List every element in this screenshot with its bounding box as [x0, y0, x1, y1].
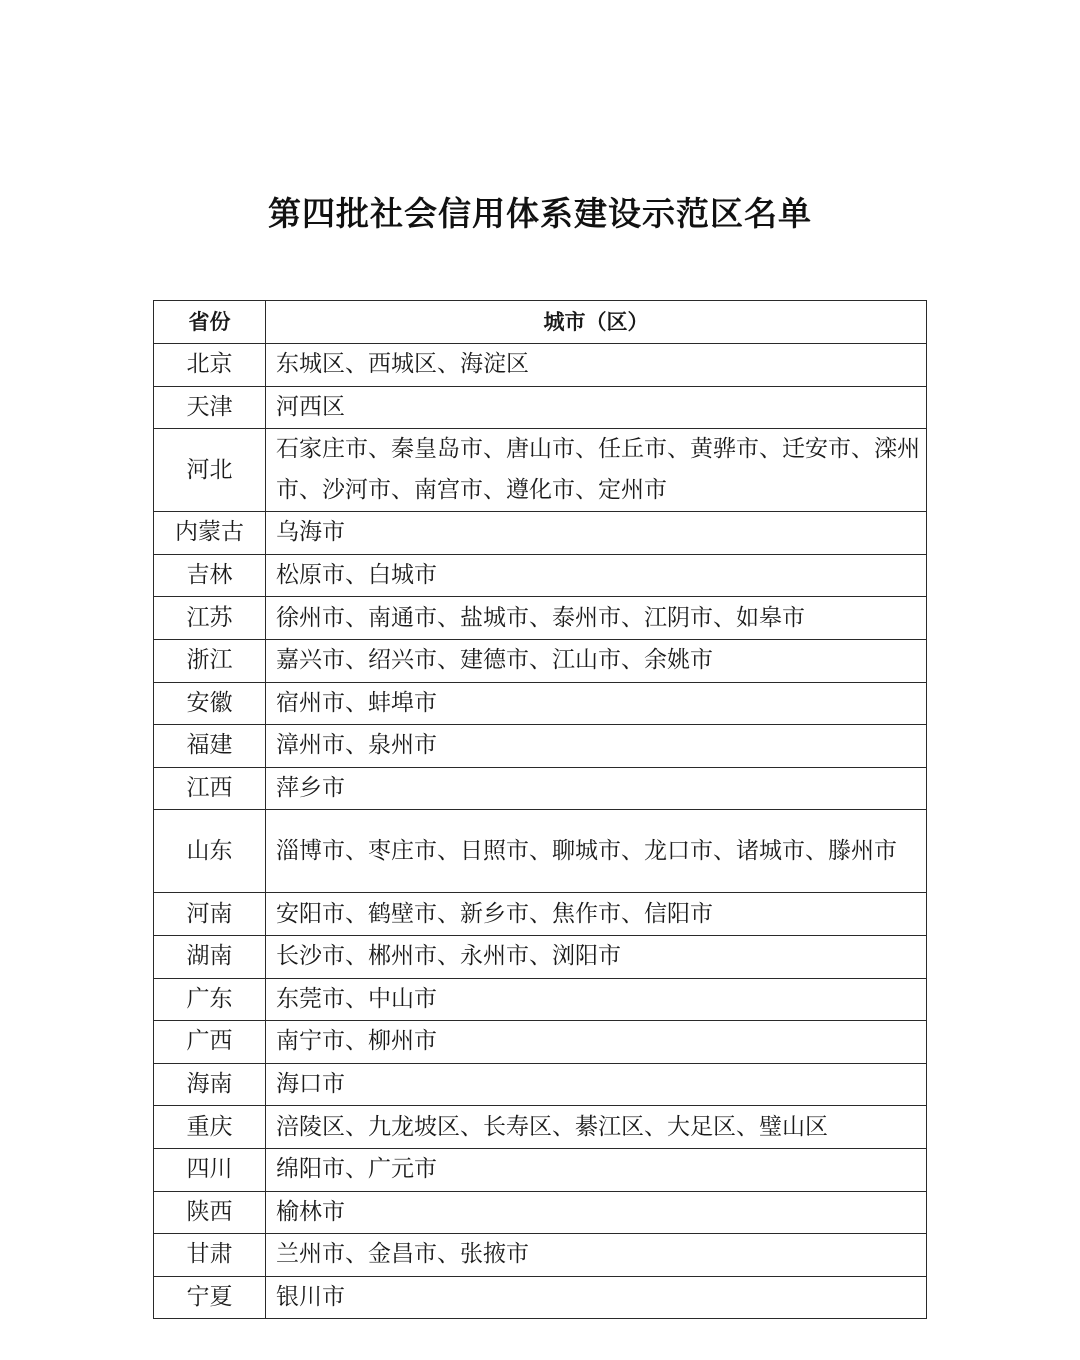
table-row — [154, 512, 927, 555]
province-cell: 广东 — [154, 978, 266, 1021]
province-cell: 江西 — [154, 767, 266, 810]
table-row — [154, 597, 927, 640]
province-cell: 福建 — [154, 725, 266, 768]
table-header-row — [154, 301, 927, 344]
province-cell: 宁夏 — [154, 1276, 266, 1319]
cities-cell: 榆林市 — [266, 1191, 927, 1234]
table-row — [154, 725, 927, 768]
cities-cell: 漳州市、泉州市 — [266, 725, 927, 768]
table-row — [154, 386, 927, 429]
cities-cell: 松原市、白城市 — [266, 554, 927, 597]
table-row — [154, 810, 927, 893]
province-cell: 四川 — [154, 1148, 266, 1191]
province-cell: 吉林 — [154, 554, 266, 597]
province-cell: 海南 — [154, 1063, 266, 1106]
cities-cell: 东城区、西城区、海淀区 — [266, 344, 927, 387]
table-row — [154, 1276, 927, 1319]
table-row — [154, 978, 927, 1021]
cities-cell: 东莞市、中山市 — [266, 978, 927, 1021]
province-cell: 内蒙古 — [154, 512, 266, 555]
province-cell: 甘肃 — [154, 1234, 266, 1277]
province-cell: 河南 — [154, 893, 266, 936]
cities-cell: 涪陵区、九龙坡区、长寿区、綦江区、大足区、璧山区 — [266, 1106, 927, 1149]
table-row — [154, 1148, 927, 1191]
cities-cell: 萍乡市 — [266, 767, 927, 810]
province-cell: 安徽 — [154, 682, 266, 725]
table-row — [154, 429, 927, 512]
cities-cell: 石家庄市、秦皇岛市、唐山市、任丘市、黄骅市、迁安市、滦州市、沙河市、南宫市、遵化市、定州市 — [266, 429, 927, 512]
province-cell: 重庆 — [154, 1106, 266, 1149]
table-row — [154, 893, 927, 936]
table-row — [154, 1234, 927, 1277]
cities-cell: 安阳市、鹤壁市、新乡市、焦作市、信阳市 — [266, 893, 927, 936]
table-row — [154, 1021, 927, 1064]
table-row — [154, 1106, 927, 1149]
table-row — [154, 554, 927, 597]
cities-cell: 南宁市、柳州市 — [266, 1021, 927, 1064]
province-cell: 湖南 — [154, 935, 266, 978]
cities-cell: 河西区 — [266, 386, 927, 429]
province-cell: 浙江 — [154, 639, 266, 682]
table-row — [154, 639, 927, 682]
province-cell: 北京 — [154, 344, 266, 387]
cities-cell: 宿州市、蚌埠市 — [266, 682, 927, 725]
cities-cell: 淄博市、枣庄市、日照市、聊城市、龙口市、诸城市、滕州市 — [266, 810, 927, 893]
cities-cell: 兰州市、金昌市、张掖市 — [266, 1234, 927, 1277]
header-cities: 城市（区） — [266, 301, 927, 344]
province-cell: 天津 — [154, 386, 266, 429]
table-row — [154, 935, 927, 978]
header-province: 省份 — [154, 301, 266, 344]
province-cell: 广西 — [154, 1021, 266, 1064]
table-row — [154, 682, 927, 725]
page-title: 第四批社会信用体系建设示范区名单 — [268, 194, 812, 233]
cities-cell: 徐州市、南通市、盐城市、泰州市、江阴市、如皋市 — [266, 597, 927, 640]
cities-cell: 乌海市 — [266, 512, 927, 555]
cities-cell: 长沙市、郴州市、永州市、浏阳市 — [266, 935, 927, 978]
table-row — [154, 344, 927, 387]
table-row — [154, 1063, 927, 1106]
province-cell: 河北 — [154, 429, 266, 512]
province-cell: 江苏 — [154, 597, 266, 640]
province-cell: 陕西 — [154, 1191, 266, 1234]
table-row — [154, 1191, 927, 1234]
cities-cell: 海口市 — [266, 1063, 927, 1106]
cities-cell: 银川市 — [266, 1276, 927, 1319]
demo-zone-table — [153, 300, 927, 1319]
cities-cell: 绵阳市、广元市 — [266, 1148, 927, 1191]
table-row — [154, 767, 927, 810]
province-cell: 山东 — [154, 810, 266, 893]
cities-cell: 嘉兴市、绍兴市、建德市、江山市、余姚市 — [266, 639, 927, 682]
